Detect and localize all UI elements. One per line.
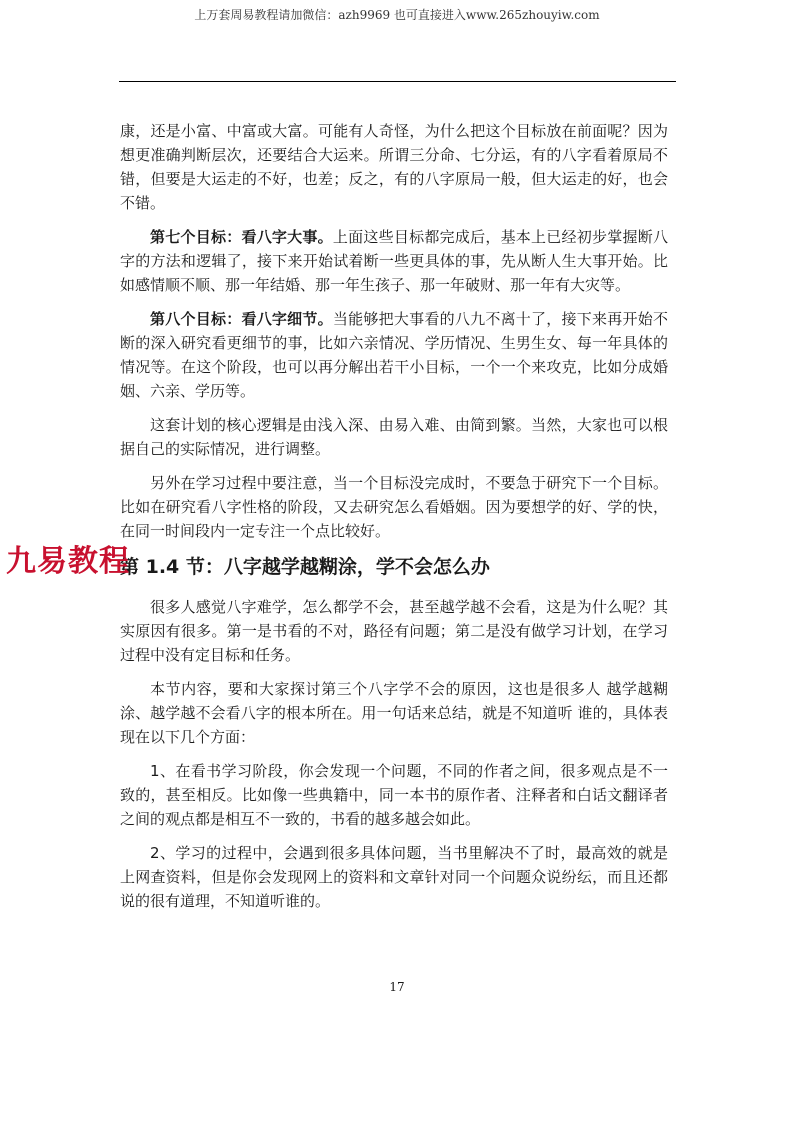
goal-text: 当能够把大事看的八九不离十了，接下来再开始不断的深入研究看更细节的事，比如六亲情况、学历情况、生男生女、每一年具体的情况等。在这个阶段，也可以再分解出若干小目标，一个一个来攻克，比如分成婚姻、六亲、学历等。	[120, 310, 668, 400]
page-header: 上万套周易教程请加微信：azh9969 也可直接进入www.265zhouyiw.com	[194, 8, 600, 22]
goal-text: 上面这些目标都完成后，基本上已经初步掌握断八字的方法和逻辑了，接下来开始试着断一些更具体的事，先从断人生大事开始。比如感情顺不顺、那一年结婚、那一年生孩子、那一年破财、那一年有大灾等。	[120, 228, 668, 294]
paragraph: 康，还是小富、中富或大富。可能有人奇怪，为什么把这个目标放在前面呢？因为想更准确判断层次，还要结合大运来。所谓三分命、七分运，有的八字看着原局不错，但要是大运走的不好，也差；反之，有的八字原局一般，但大运走的好，也会不错。	[120, 122, 668, 212]
goal-title: 第七个目标：看八字大事。	[150, 228, 333, 246]
page-number: 17	[389, 980, 405, 994]
paragraph: 这套计划的核心逻辑是由浅入深、由易入难、由简到繁。当然，大家也可以根据自己的实际情况，进行调整。	[120, 416, 668, 458]
section-heading: 第 1.4 节：八字越学越糊涂，学不会怎么办	[120, 556, 490, 578]
paragraph: 另外在学习过程中要注意，当一个目标没完成时，不要急于研究下一个目标。比如在研究看八字性格的阶段，又去研究怎么看婚姻。因为要想学的好、学的快，在同一时间段内一定专注一个点比较好。	[120, 474, 668, 540]
header-rule	[119, 81, 676, 82]
paragraph: 2、学习的过程中，会遇到很多具体问题，当书里解决不了时，最高效的就是上网查资料，但是你会发现网上的资料和文章针对同一个问题众说纷纭，而且还都说的很有道理，不知道听谁的。	[120, 844, 668, 910]
goal-title: 第八个目标：看八字细节。	[150, 310, 333, 328]
paragraph	[120, 225, 668, 297]
paragraph: 很多人感觉八字难学，怎么都学不会，甚至越学越不会看，这是为什么呢？其实原因有很多。第一是书看的不对，路径有问题；第二是没有做学习计划，在学习过程中没有定目标和任务。	[120, 598, 668, 664]
watermark-logo: 九易教程	[6, 544, 130, 579]
paragraph: 本节内容，要和大家探讨第三个八字学不会的原因，这也是很多人 越学越糊涂、越学越不会看八字的根本所在。用一句话来总结，就是不知道听 谁的，具体表现在以下几个方面：	[120, 680, 668, 746]
page-content	[120, 119, 668, 923]
paragraph: 1、在看书学习阶段，你会发现一个问题，不同的作者之间，很多观点是不一致的，甚至相反。比如像一些典籍中，同一本书的原作者、注释者和白话文翻译者之间的观点都是相互不一致的，书看的越多越会如此。	[120, 762, 668, 828]
paragraph	[120, 307, 668, 403]
